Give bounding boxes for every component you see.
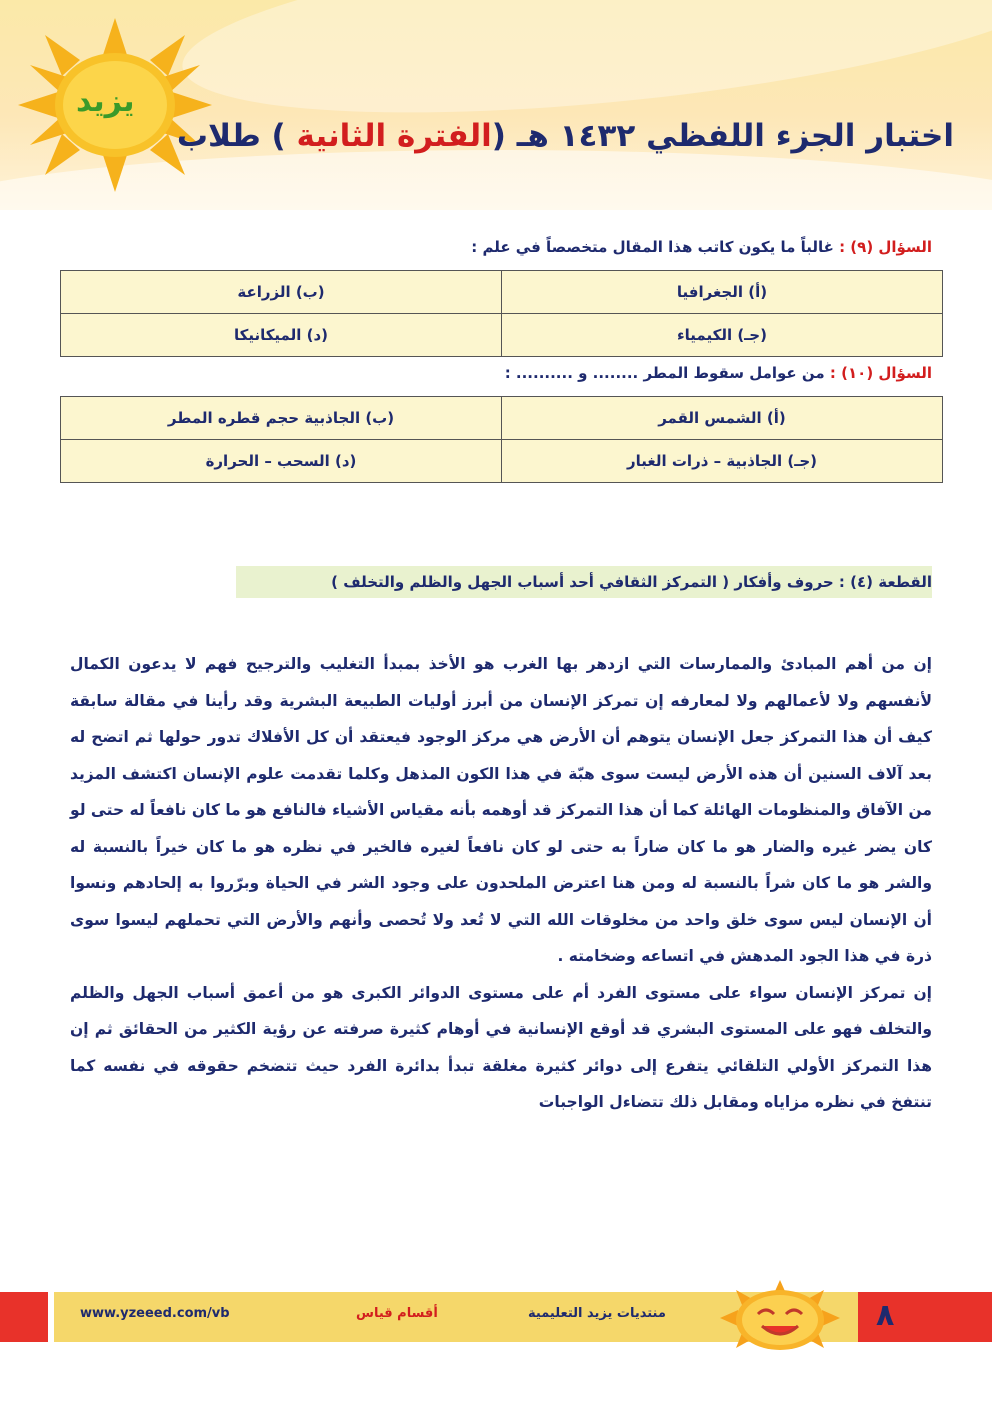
q10-option-d[interactable]: (د) السحب – الحرارة — [61, 440, 502, 483]
q10-option-a[interactable]: (أ) الشمس القمر — [502, 397, 943, 440]
section-name: أقسام قياس — [356, 1306, 438, 1321]
q10-option-c[interactable]: (جـ) الجاذبية – ذرات الغبار — [502, 440, 943, 483]
question-10-label: السؤال (١٠) : — [829, 364, 932, 382]
footer-divider — [48, 1292, 54, 1342]
question-9 — [60, 238, 932, 256]
passage-body — [70, 646, 932, 1121]
title-main: اختبار الجزء اللفظي ١٤٣٢ هـ ( — [491, 118, 954, 154]
passage-paragraph-2: إن تمركز الإنسان سواء على مستوى الفرد أم على مستوى الدوائر الكبرى هو من أعمق أسباب الجهل والظلم والتخلف فهو على المستوى البشري قد أوقع الإنسانية في أوهام كثيرة صرفته عن رؤية الكثير من الحقائق ثم إن هذا التمركز الأولي التلقائي يتفرع إلى دوائر كثيرة مغلقة تبدأ بدائرة الفرد حيث تتضخم حقوقه في نفسه كما تنتفخ في نظره مزاياه ومقابل ذلك تتضاءل الواجبات — [70, 983, 932, 1111]
forum-name: منتديات يزيد التعليمية — [528, 1306, 666, 1321]
logo-text: يزيد — [76, 84, 135, 119]
passage-paragraph-1: إن من أهم المبادئ والممارسات التي ازدهر بها الغرب هو الأخذ بمبدأ التغليب والترجيح فهم لا يدعون الكمال لأنفسهم ولا لأعمالهم ولا لمعارفه إن تمركز الإنسان من أبرز أوليات الطبيعة البشرية وقد رأينا في مقالة سابقة كيف أن هذا التمركز جعل الإنسان يتوهم أن الأرض هي مركز الوجود فيعتقد أن كل الأفلاك تدور حولها ثم اتضح له بعد آلاف السنين أن هذه الأرض ليست سوى هبّة في هذا الكون المذهل وكلما تقدمت علوم الإنسان اكتشف المزيد من الآفاق والمنظومات الهائلة كما أن هذا التمركز قد أوهمه بأنه مقياس الأشياء فالنافع هو ما كان نافعاً له حتى لو كان يضر غيره والضار هو ما كان ضاراً به حتى لو كان نافعاً لغيره فالخير في نظره هو ما كان خيراً بالنسبة له والشر هو ما كان شراً بالنسبة له ومن هنا اعترض الملحدون على وجود الشر في الحياة وبرّروا به إلحادهم ونسوا أن الإنسان ليس سوى خلق واحد من مخلوقات الله التي لا تُعد ولا تُحصى وأنهم والأرض التي تحملهم ليسوا سوى ذرة في هذا الجود المدهش في اتساعه وضخامته . — [70, 655, 932, 965]
question-9-label: السؤال (٩) : — [839, 238, 932, 256]
question-10-text: من عوامل سقوط المطر ........ و .......... : — [504, 364, 830, 382]
q9-option-a[interactable]: (أ) الجغرافيا — [502, 271, 943, 314]
q9-option-c[interactable]: (جـ) الكيمياء — [502, 314, 943, 357]
title-highlight: الفترة الثانية — [296, 118, 492, 154]
page-footer — [0, 1290, 992, 1350]
question-10 — [60, 364, 932, 382]
q9-option-d[interactable]: (د) الميكانيكا — [61, 314, 502, 357]
site-url[interactable]: www.yzeeed.com/vb — [80, 1306, 230, 1321]
smiling-sun-icon — [700, 1278, 860, 1358]
page-number: ٨ — [876, 1298, 895, 1333]
footer-accent-left — [0, 1292, 48, 1342]
page-header — [0, 0, 992, 210]
q9-option-b[interactable]: (ب) الزراعة — [61, 271, 502, 314]
passage-title: القطعة (٤) : حروف وأفكار ( التمركز الثقافي أحد أسباب الجهل والظلم والتخلف ) — [236, 566, 932, 598]
q10-option-b[interactable]: (ب) الجاذبية حجم قطره المطر — [61, 397, 502, 440]
question-10-options — [60, 396, 943, 483]
sun-logo — [10, 10, 220, 200]
page-title — [177, 118, 954, 154]
question-9-text: غالباً ما يكون كاتب هذا المقال متخصصاً في علم : — [471, 238, 840, 256]
question-9-options — [60, 270, 943, 357]
title-end: ) طلاب — [176, 118, 297, 154]
